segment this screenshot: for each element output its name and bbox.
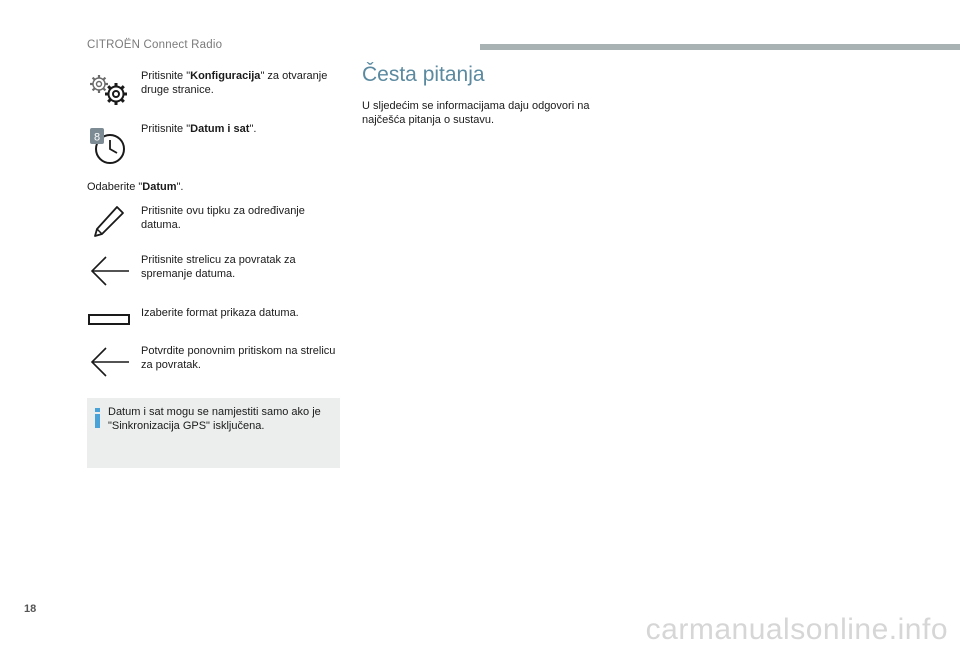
back-arrow-icon (89, 254, 131, 293)
pencil-icon (91, 204, 127, 245)
watermark: carmanualsonline.info (645, 613, 948, 646)
date-time-label: Datum i sat (190, 123, 250, 135)
header-title: CITROËN Connect Radio (87, 39, 223, 51)
action-set-date-text: Pritisnite ovu tipku za određivanje datuma. (141, 205, 305, 231)
info-icon (93, 408, 103, 433)
info-note-text: Datum i sat mogu se namjestiti samo ako je "Sinkronizacija GPS" isključena. (108, 406, 321, 432)
back-arrow-icon (89, 345, 131, 384)
step-configuration-text: Pritisnite "Konfiguracija" za otvaranje druge stranice. (141, 70, 328, 96)
clock-badge-icon (87, 125, 131, 172)
step-date-time (87, 122, 342, 166)
faq-title: Česta pitanja (362, 63, 485, 86)
date-label: Datum (142, 181, 177, 193)
step-date-time-text: Pritisnite "Datum i sat". (141, 123, 257, 135)
action-confirm-back-text: Potvrdite ponovnim pritiskom na strelicu za povratak. (141, 345, 336, 371)
clock-badge-number: 8 (93, 131, 101, 144)
action-back-save (87, 252, 342, 292)
select-date-instruction: Odaberite "Datum". (87, 181, 184, 193)
format-field-icon (88, 313, 130, 331)
step-configuration (87, 68, 342, 108)
info-note (87, 398, 340, 468)
header-bar (480, 44, 960, 50)
action-choose-format (87, 305, 342, 331)
page-number: 18 (24, 603, 37, 615)
settings-gears-icon (87, 70, 131, 113)
action-choose-format-text: Izaberite format prikaza datuma. (141, 307, 299, 319)
action-set-date (87, 202, 342, 242)
action-back-save-text: Pritisnite strelicu za povratak za spremanje datuma. (141, 254, 296, 280)
faq-intro: U sljedećim se informacijama daju odgovori na najčešća pitanja o sustavu. (362, 100, 590, 126)
action-confirm-back (87, 343, 342, 383)
configuration-label: Konfiguracija (190, 70, 261, 82)
